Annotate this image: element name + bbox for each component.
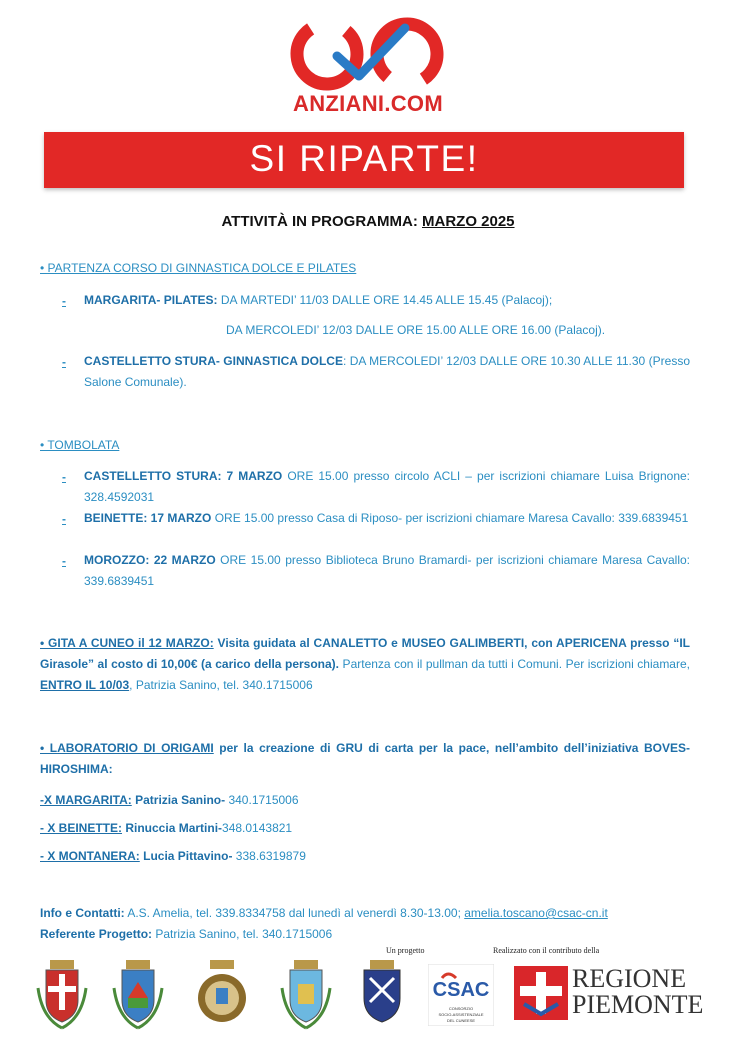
contact-phone: 340.1715006 xyxy=(225,793,299,807)
anziani-logo-icon xyxy=(287,14,449,94)
info-contacts xyxy=(40,903,608,924)
origami-contact xyxy=(40,846,306,867)
crest-icon xyxy=(110,958,166,1036)
list-dash: - xyxy=(62,512,66,526)
anziani-logo xyxy=(0,0,736,125)
info-text: A.S. Amelia, tel. 339.8334758 dal lunedì al venerdì 8.30-13.00; xyxy=(124,906,465,920)
title-prefix: ATTIVITÀ IN PROGRAMMA: xyxy=(221,213,422,230)
tombolata-place: BEINETTE xyxy=(84,511,144,525)
svg-text:SOCIO-ASSISTENZIALE: SOCIO-ASSISTENZIALE xyxy=(438,1012,484,1017)
referente-label: Referente Progetto: xyxy=(40,927,153,941)
contact-name: Patrizia Sanino- xyxy=(131,793,226,807)
gita-heading: • GITA A CUNEO il 12 MARZO: xyxy=(40,636,214,650)
gita-text1: Partenza con il pullman da tutti i Comuni. Per iscrizioni chiamare, xyxy=(339,657,690,671)
contact-phone: 348.0143821 xyxy=(222,821,293,835)
origami-contact xyxy=(40,790,299,811)
tombolata-date: : 17 MARZO xyxy=(143,511,212,525)
tombolata-text: ORE 15.00 presso circolo ACLI – per iscrizioni chiamare Luisa Brignone: 328.4592031 xyxy=(84,469,690,504)
crest-icon xyxy=(34,958,90,1036)
banner xyxy=(44,132,684,188)
list-dash: - xyxy=(62,294,66,308)
brand-name: ANZIANI.COM xyxy=(293,91,443,116)
gita-section xyxy=(40,633,690,696)
origami-contact xyxy=(40,818,292,839)
info-label: Info e Contatti: xyxy=(40,906,125,920)
margarita-line2: DA MERCOLEDI’ 12/03 DALLE ORE 15.00 ALLE ORE 16.00 (Palacoj). xyxy=(226,323,606,337)
margarita-label: MARGARITA- PILATES: xyxy=(84,293,218,307)
regione-text: REGIONE xyxy=(572,964,687,993)
csac-text: CSAC xyxy=(432,979,490,1001)
contact-label: - X MONTANERA: xyxy=(40,849,140,863)
list-dash: - xyxy=(62,554,66,568)
svg-text:DEL CUNEESE: DEL CUNEESE xyxy=(446,1018,476,1023)
gita-entro: ENTRO IL 10/03 xyxy=(40,678,130,692)
contact-name: Lucia Pittavino- xyxy=(139,849,233,863)
tombolata-heading: • TOMBOLATA xyxy=(40,438,120,452)
gita-bold-text: Visita guidata al CANALETTO e MUSEO GALIMBERTI, con APERICENA presso “IL Girasole” al costo di 10,00€ (a carico della persona). xyxy=(40,636,690,671)
castelletto-ginnastica xyxy=(84,351,690,393)
castelletto-label: CASTELLETTO STURA- GINNASTICA DOLCE xyxy=(84,354,343,368)
email-link[interactable]: amelia.toscano@csac-cn.it xyxy=(464,906,608,920)
contact-name: Rinuccia Martini- xyxy=(122,821,223,835)
margarita-pilates xyxy=(84,290,704,311)
regione-piemonte-logo xyxy=(510,964,704,1022)
tombolata-place: CASTELLETTO STURA: 7 MARZO xyxy=(84,469,283,483)
banner-text: SI RIPARTE! xyxy=(249,138,479,179)
referente xyxy=(40,924,332,945)
page-title xyxy=(0,213,736,230)
margarita-line1: DA MARTEDI’ 11/03 DALLE ORE 14.45 ALLE 15.45 (Palacoj); xyxy=(217,293,553,307)
realizzato-label: Realizzato con il contributo della xyxy=(493,946,600,955)
crest-icon xyxy=(276,958,336,1036)
csac-logo-icon xyxy=(428,964,494,1026)
gita-text2: , Patrizia Sanino, tel. 340.1715006 xyxy=(129,678,313,692)
list-dash: - xyxy=(62,470,66,484)
contact-label: -X MARGARITA: xyxy=(40,793,132,807)
origami-text: per la creazione di GRU di carta per la pace, nell’ambito dell’iniziativa BOVES-HIROSHIMA: xyxy=(40,741,690,776)
tombolata-item xyxy=(84,550,690,592)
contact-label: - X BEINETTE: xyxy=(40,821,123,835)
contact-phone: 338.6319879 xyxy=(232,849,306,863)
list-dash: - xyxy=(62,355,66,369)
tombolata-item xyxy=(84,466,690,508)
origami-heading: • LABORATORIO DI ORIGAMI xyxy=(40,741,214,755)
crest-icon xyxy=(356,958,408,1036)
tombolata-date: : 22 MARZO xyxy=(145,553,216,567)
origami-section xyxy=(40,738,690,780)
referente-text: Patrizia Sanino, tel. 340.1715006 xyxy=(152,927,333,941)
crest-icon xyxy=(192,958,252,1036)
title-month: MARZO 2025 xyxy=(422,213,515,230)
tombolata-item xyxy=(84,508,690,529)
un-progetto-label: Un progetto xyxy=(386,946,425,955)
tombolata-text: ORE 15.00 presso Biblioteca Bruno Bramardi- per iscrizioni chiamare Maresa Cavallo: 339.6839451 xyxy=(84,553,690,588)
piemonte-shield-icon xyxy=(514,966,568,1020)
tombolata-text: ORE 15.00 presso Casa di Riposo- per iscrizioni chiamare Maresa Cavallo: 339.6839451 xyxy=(211,511,689,525)
tombolata-place: MOROZZO xyxy=(84,553,146,567)
ginnastica-heading: • PARTENZA CORSO DI GINNASTICA DOLCE E PILATES xyxy=(40,261,357,275)
piemonte-text: PIEMONTE xyxy=(572,990,704,1019)
castelletto-text: : DA MERCOLEDI’ 12/03 DALLE ORE 10.30 ALLE 11.30 (Presso Salone Comunale). xyxy=(84,354,690,389)
svg-text:CONSORZIO: CONSORZIO xyxy=(448,1006,474,1011)
